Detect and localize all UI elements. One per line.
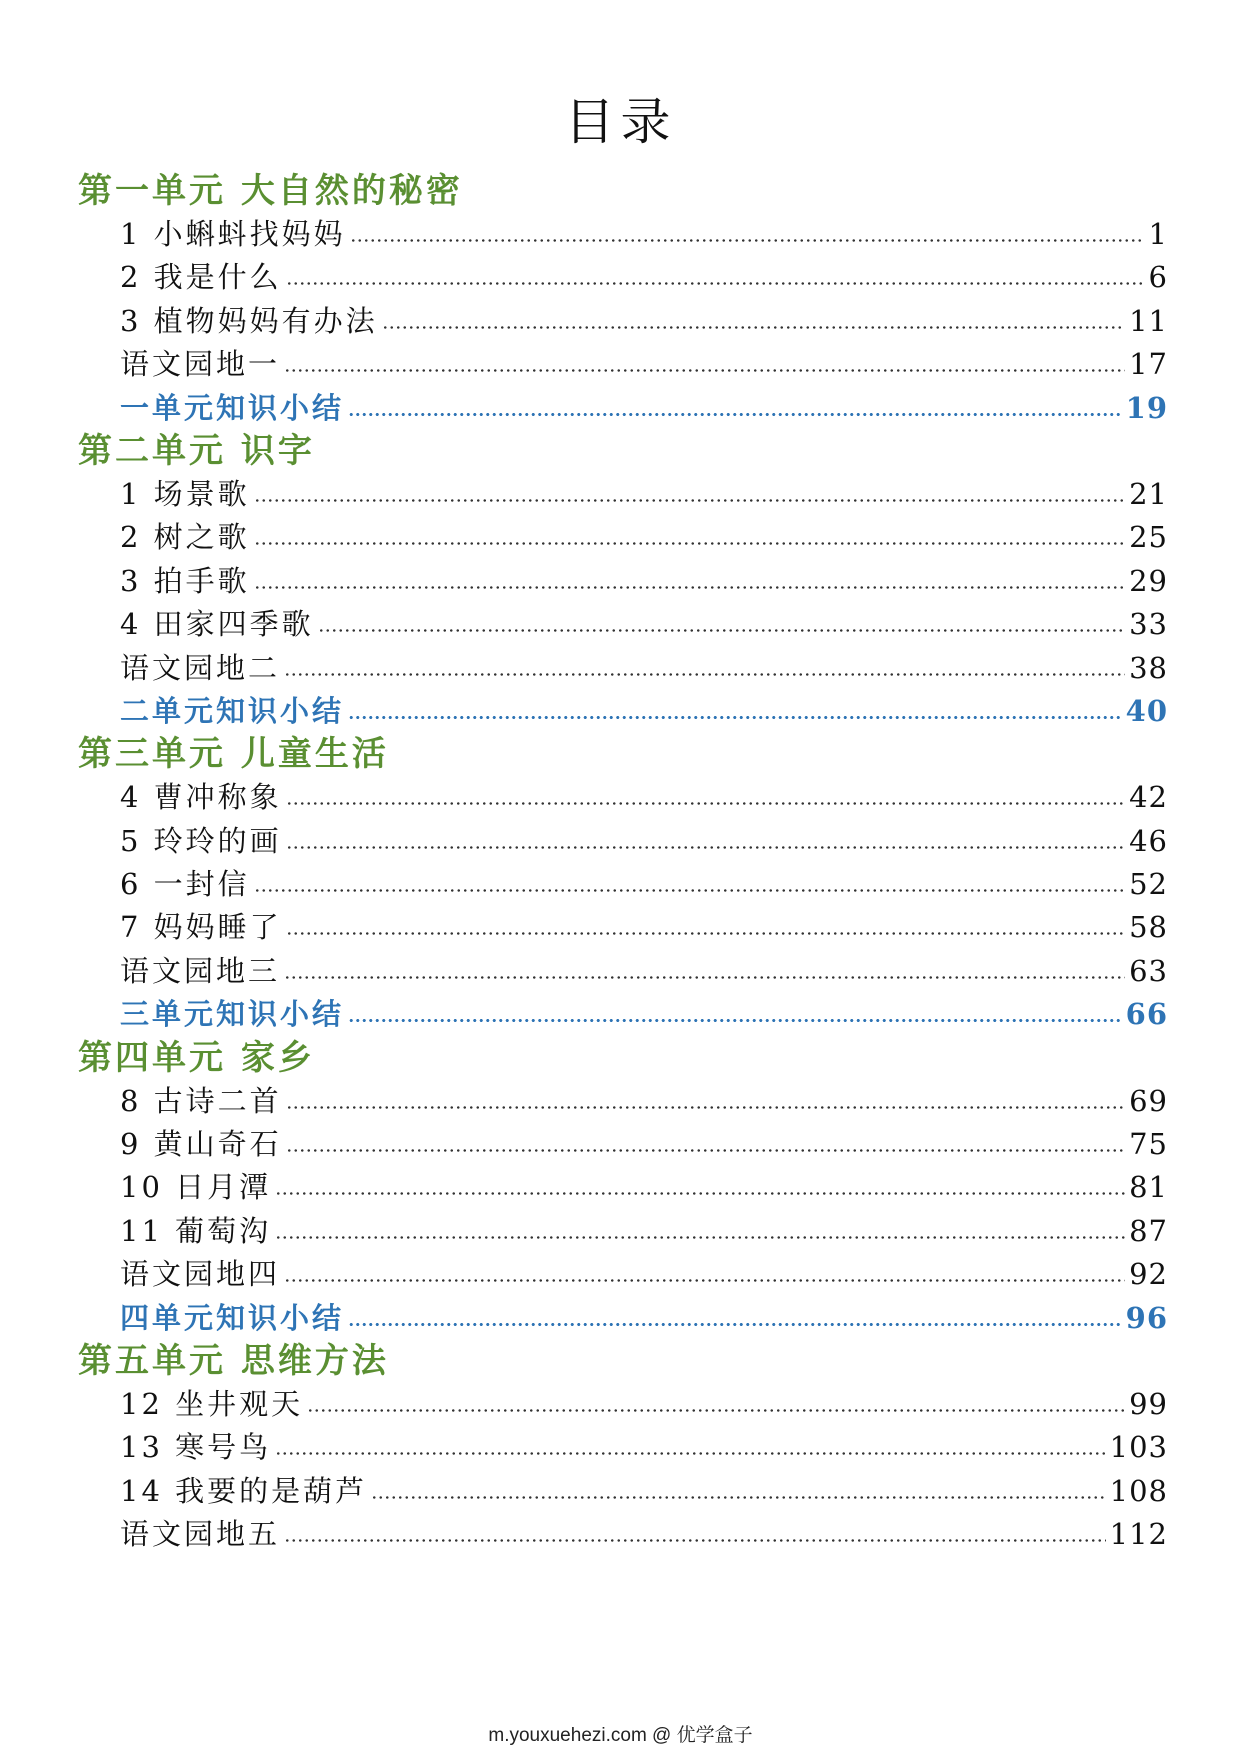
toc-entry[interactable] — [120, 906, 1168, 949]
entry-title: 二单元知识小结 — [120, 693, 345, 728]
entry-page-number: 17 — [1129, 347, 1168, 382]
dot-leader — [286, 802, 1125, 805]
entry-title: 11 葡萄沟 — [120, 1213, 272, 1248]
entry-title: 10 日月潭 — [120, 1170, 272, 1205]
entry-title: 2 树之歌 — [120, 520, 250, 555]
entry-page-number: 25 — [1129, 520, 1168, 555]
dot-leader — [307, 1409, 1125, 1412]
entry-page-number: 29 — [1129, 563, 1168, 598]
entry-page-number: 38 — [1129, 650, 1168, 685]
unit-summary-link[interactable] — [120, 690, 1168, 733]
entry-title: 2 我是什么 — [120, 260, 282, 295]
entry-page-number: 1 — [1148, 217, 1168, 251]
dot-leader — [284, 369, 1125, 372]
toc-entry[interactable] — [120, 1080, 1168, 1123]
toc-entry[interactable] — [120, 560, 1168, 603]
toc-entry[interactable] — [120, 1123, 1168, 1166]
entry-title: 8 古诗二首 — [120, 1083, 282, 1118]
entry-title: 语文园地四 — [120, 1257, 281, 1292]
dot-leader — [286, 932, 1125, 935]
toc-entry[interactable] — [120, 256, 1168, 299]
entry-page-number: 75 — [1129, 1127, 1168, 1162]
entry-page-number: 96 — [1125, 1300, 1168, 1335]
unit-section — [78, 430, 1168, 733]
entry-page-number: 58 — [1129, 910, 1168, 945]
entry-page-number: 40 — [1125, 693, 1168, 728]
entry-title: 语文园地一 — [120, 347, 281, 382]
toc-entry[interactable] — [120, 213, 1168, 256]
entry-page-number: 19 — [1125, 390, 1168, 425]
dot-leader — [284, 1279, 1125, 1282]
toc-entry[interactable] — [120, 1383, 1168, 1426]
dot-leader — [254, 542, 1125, 545]
unit-heading: 第三单元 儿童生活 — [78, 734, 389, 775]
toc-entry[interactable] — [120, 343, 1168, 386]
entry-title: 语文园地五 — [120, 1517, 281, 1552]
dot-leader — [286, 1106, 1125, 1109]
entry-page-number: 69 — [1129, 1083, 1168, 1118]
dot-leader — [254, 499, 1125, 502]
entry-title: 4 田家四季歌 — [120, 607, 314, 642]
dot-leader — [254, 889, 1125, 892]
dot-leader — [318, 629, 1125, 632]
unit-section — [78, 1037, 1168, 1340]
toc-entry[interactable] — [120, 1470, 1168, 1513]
unit-summary-link[interactable] — [120, 993, 1168, 1036]
unit-section — [78, 1340, 1168, 1557]
toc-entry[interactable] — [120, 516, 1168, 559]
entry-page-number: 33 — [1129, 607, 1168, 642]
entry-page-number: 108 — [1109, 1473, 1168, 1508]
entry-title: 9 黄山奇石 — [120, 1127, 282, 1162]
entry-title: 14 我要的是葫芦 — [120, 1473, 368, 1508]
entry-title: 4 曹冲称象 — [120, 780, 282, 815]
table-of-contents — [78, 170, 1168, 1557]
entry-page-number: 66 — [1125, 997, 1168, 1032]
entry-page-number: 52 — [1129, 867, 1168, 902]
entry-title: 四单元知识小结 — [120, 1300, 345, 1335]
entry-title: 3 植物妈妈有办法 — [120, 303, 378, 338]
unit-heading: 第一单元 大自然的秘密 — [78, 171, 463, 211]
dot-leader — [348, 413, 1122, 416]
entry-page-number: 21 — [1129, 476, 1168, 511]
entry-page-number: 87 — [1129, 1213, 1168, 1248]
entry-page-number: 46 — [1129, 823, 1168, 858]
entry-title: 1 小蝌蚪找妈妈 — [120, 217, 346, 251]
dot-leader — [254, 586, 1125, 589]
unit-heading: 第五单元 思维方法 — [78, 1340, 389, 1381]
entry-page-number: 92 — [1129, 1257, 1168, 1292]
unit-heading: 第二单元 识字 — [78, 430, 315, 471]
toc-entry[interactable] — [120, 1513, 1168, 1556]
dot-leader — [284, 673, 1125, 676]
entry-title: 三单元知识小结 — [120, 997, 345, 1032]
entry-title: 语文园地二 — [120, 650, 281, 685]
footer-watermark: m.youxuehezi.com @ 优学盒子 — [488, 1725, 753, 1746]
unit-section — [78, 170, 1168, 430]
entry-page-number: 63 — [1129, 953, 1168, 988]
entry-title: 5 玲玲的画 — [120, 823, 282, 858]
dot-leader — [350, 239, 1145, 242]
entry-page-number: 6 — [1148, 260, 1168, 295]
toc-entry[interactable] — [120, 1210, 1168, 1253]
entry-title: 13 寒号鸟 — [120, 1430, 272, 1465]
dot-leader — [275, 1192, 1125, 1195]
dot-leader — [348, 716, 1122, 719]
entry-page-number: 81 — [1129, 1170, 1168, 1205]
entry-title: 12 坐井观天 — [120, 1386, 304, 1421]
toc-entry[interactable] — [120, 300, 1168, 343]
dot-leader — [348, 1323, 1122, 1326]
toc-entry[interactable] — [120, 950, 1168, 993]
unit-section — [78, 733, 1168, 1036]
dot-leader — [284, 1539, 1106, 1542]
entry-title: 3 拍手歌 — [120, 563, 250, 598]
entry-title: 6 一封信 — [120, 867, 250, 902]
dot-leader — [382, 326, 1125, 329]
dot-leader — [348, 1019, 1122, 1022]
entry-page-number: 42 — [1129, 780, 1168, 815]
entry-title: 语文园地三 — [120, 953, 281, 988]
toc-entry[interactable] — [120, 603, 1168, 646]
toc-entry[interactable] — [120, 1426, 1168, 1469]
dot-leader — [286, 1149, 1125, 1152]
unit-summary-link[interactable] — [120, 1297, 1168, 1340]
entry-title: 7 妈妈睡了 — [120, 910, 282, 945]
entry-page-number: 11 — [1129, 303, 1168, 338]
entry-title: 1 场景歌 — [120, 476, 250, 511]
dot-leader — [284, 976, 1125, 979]
dot-leader — [275, 1452, 1106, 1455]
entry-page-number: 112 — [1109, 1517, 1168, 1552]
dot-leader — [286, 846, 1125, 849]
entry-page-number: 103 — [1109, 1430, 1168, 1465]
toc-entry[interactable] — [120, 473, 1168, 516]
toc-entry[interactable] — [120, 1166, 1168, 1209]
toc-entry[interactable] — [120, 863, 1168, 906]
page-title: 目录 — [564, 93, 677, 151]
toc-entry[interactable] — [120, 1253, 1168, 1296]
entry-page-number: 99 — [1129, 1386, 1168, 1421]
unit-summary-link[interactable] — [120, 387, 1168, 430]
unit-heading: 第四单元 家乡 — [78, 1037, 315, 1078]
entry-title: 一单元知识小结 — [120, 390, 345, 425]
toc-entry[interactable] — [120, 776, 1168, 819]
dot-leader — [371, 1496, 1106, 1499]
toc-entry[interactable] — [120, 820, 1168, 863]
dot-leader — [286, 282, 1145, 285]
dot-leader — [275, 1236, 1125, 1239]
toc-entry[interactable] — [120, 647, 1168, 690]
